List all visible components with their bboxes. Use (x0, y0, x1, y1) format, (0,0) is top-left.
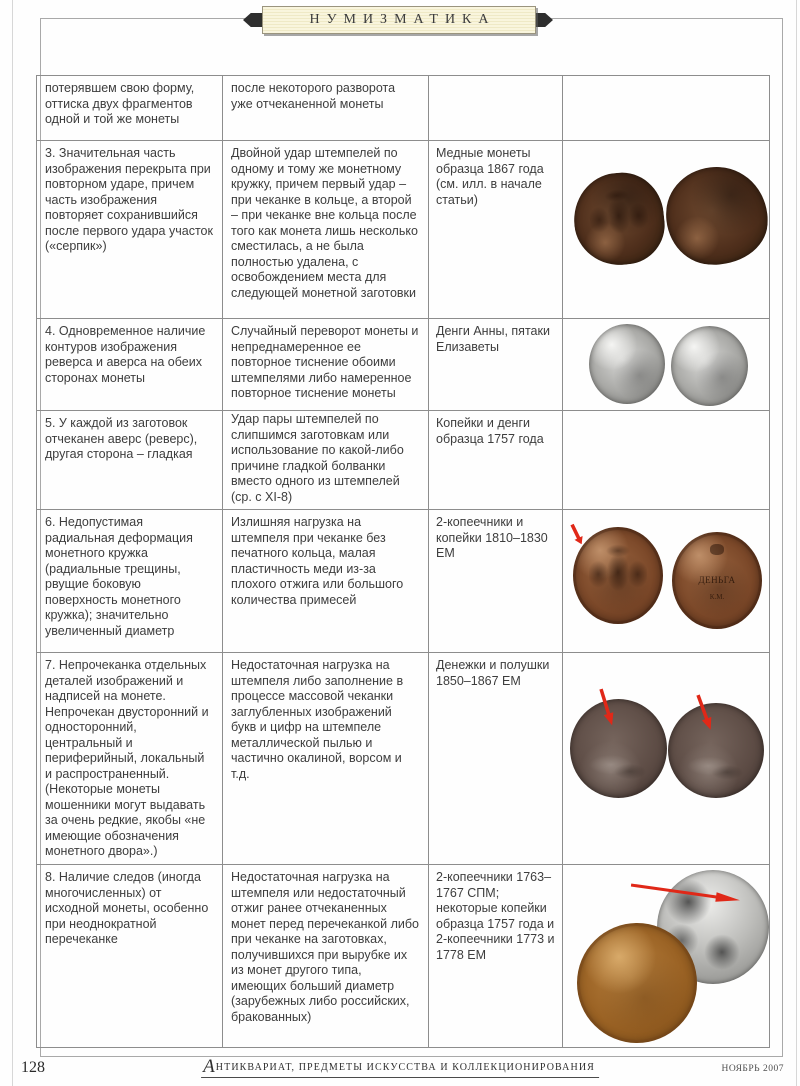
cell-cause: Случайный переворот монеты и непреднамеренное ее повторное тиснение обоими штемпелями либо намеренное повторное тиснение монеты (223, 319, 429, 411)
table-row-3 (37, 141, 770, 319)
defects-table (36, 75, 770, 1048)
cell-examples: 2-копеечники 1763–1767 СПМ; некоторые копейки образца 1757 года и 2-копеечники 1773 и 1778 ЕМ (429, 865, 563, 1048)
cell-defect: потерявшем свою форму, оттиска двух фрагментов одной и той же монеты (37, 76, 223, 141)
table-row-5 (37, 411, 770, 510)
journal-rest-text: НТИКВАРИАТ, ПРЕДМЕТЫ ИСКУССТВА И КОЛЛЕКЦИОНИРОВАНИЯ (215, 1062, 595, 1073)
coin-photo-reverse (663, 164, 770, 269)
coin-photo-obverse (570, 699, 667, 798)
cell-examples: Медные монеты образца 1867 года (см. илл. в начале статьи) (429, 141, 563, 319)
cell-cause: Излишняя нагрузка на штемпеля при чеканке без печатного кольца, малая пластичность меди из-за плохого отжига или большого количества примесей (223, 510, 429, 653)
table-row-7 (37, 653, 770, 865)
cell-defect: 7. Непрочеканка отдельных деталей изображений и надписей на монете. Непрочекан двусторонний и односторонний, центральный и периферийный, локальный и распространенный. (Некоторые монеты мошенники могут выдавать за очень редкие, якобы «не имеющие обозначения монетного двора».) (37, 653, 223, 865)
cell-defect: 3. Значительная часть изображения перекрыта при повторном ударе, причем часть изображения повторяет сохранившийся после первого удара участок («серпик») (37, 141, 223, 319)
cell-examples: Копейки и денги образца 1757 года (429, 411, 563, 510)
table-row-8 (37, 865, 770, 1048)
scan-edge-left (12, 0, 13, 1086)
coin-photo-reverse (668, 703, 764, 798)
cell-defect: 6. Недопустимая радиальная деформация монетного кружка (радиальные трещины, рвущие боковую поверхность монетного кружка); значительно увеличенный диаметр (37, 510, 223, 653)
cell-photos (563, 653, 770, 865)
coin-crown-detail (710, 544, 724, 556)
cell-photos (563, 141, 770, 319)
cell-defect: 8. Наличие следов (иногда многочисленных) от исходной монеты, особенно при неоднократной перечеканке (37, 865, 223, 1048)
footer-page-number: 128 (21, 1059, 45, 1076)
header-banner (262, 6, 536, 34)
defect-arrow-icon (568, 523, 586, 547)
coin-mintmark: К.М. (709, 593, 725, 602)
footer-journal-title (201, 1057, 599, 1078)
journal-initial-letter: А (203, 1056, 216, 1077)
coin-photo-obverse (573, 527, 663, 624)
cell-photos (563, 411, 770, 510)
coin-photo-reverse (671, 326, 748, 406)
coin-legend: ДЕНЬГА (698, 574, 736, 585)
cell-photos (563, 510, 770, 653)
cell-cause: после некоторого разворота уже отчеканенной монеты (223, 76, 429, 141)
table-row-continuation (37, 76, 770, 141)
cell-examples: Денги Анны, пятаки Елизаветы (429, 319, 563, 411)
cell-examples (429, 76, 563, 141)
cell-defect: 5. У каждой из заготовок отчеканен аверс (реверс), другая сторона – гладкая (37, 411, 223, 510)
cell-examples: Денежки и полушки 1850–1867 ЕМ (429, 653, 563, 865)
cell-photos (563, 319, 770, 411)
cell-cause: Недостаточная нагрузка на штемпеля или недостаточный отжиг ранее отчеканенных монет перед перечеканкой либо при чеканке на заготовках, получившихся при вырубке их из монет другого типа, имеющих больший диаметр (зарубежных либо российских, бракованных) (223, 865, 429, 1048)
coin-photo-reverse (672, 532, 762, 629)
footer-journal-text (203, 1056, 595, 1077)
cell-cause: Двойной удар штемпелей по одному и тому же монетному кружку, причем первый удар – при чеканке в кольце, а второй – при чеканке вне кольца после того как монета лишь несколько сместилась, а не была полностью удалена, с освобождением места для следующей монетной заготовки (223, 141, 429, 319)
table-row-6 (37, 510, 770, 653)
table-row-4 (37, 319, 770, 411)
cell-photos (563, 76, 770, 141)
cell-photos (563, 865, 770, 1048)
cell-examples: 2-копеечники и копейки 1810–1830 ЕМ (429, 510, 563, 653)
coin-photo-obverse (589, 324, 665, 404)
footer-issue-date: НОЯБРЬ 2007 (721, 1064, 784, 1074)
coin-photo-source (577, 923, 697, 1043)
cell-cause: Удар пары штемпелей по слипшимся заготовкам или использование по какой-либо причине гладкой болванки вместо одного из штемпелей (ср. с XI-8) (223, 411, 429, 510)
cell-defect: 4. Одновременное наличие контуров изображения реверса и аверса на обеих сторонах монеты (37, 319, 223, 411)
coin-photo-obverse (569, 169, 668, 270)
scan-edge-right (796, 0, 797, 1086)
cell-cause: Недостаточная нагрузка на штемпеля либо заполнение в процессе массовой чеканки заглубленных изображений букв и цифр на штемпеле металлической пылью и частично окалиной, ворсом и т.д. (223, 653, 429, 865)
banner-title: НУМИЗМАТИКА (309, 12, 496, 27)
